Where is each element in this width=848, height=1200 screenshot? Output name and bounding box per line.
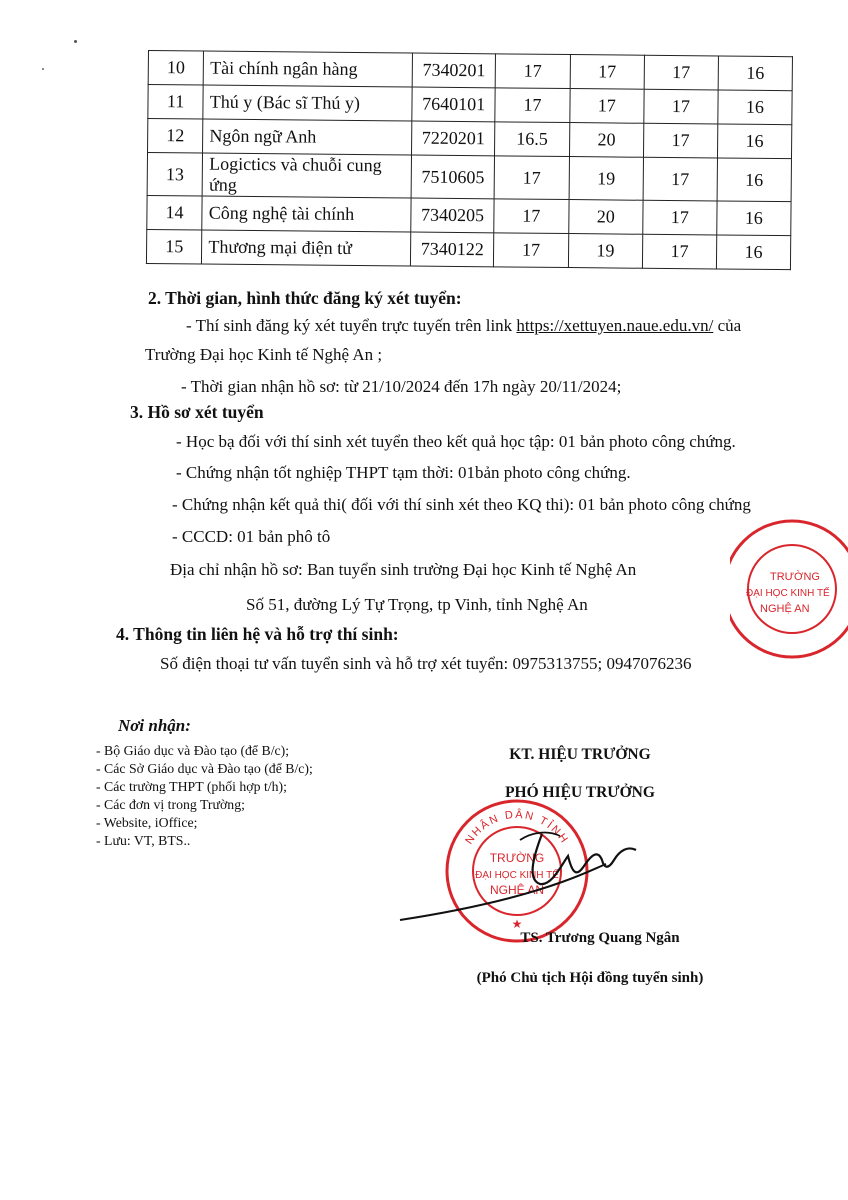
stamp-center-line2: ĐẠI HỌC KINH TẾ	[475, 870, 559, 881]
scan-speck	[42, 68, 44, 70]
cell-s2: 20	[569, 123, 643, 158]
recipients-list	[96, 742, 313, 850]
cell-s3: 17	[644, 89, 718, 124]
signature-title-1: KT. HIỆU TRƯỞNG	[509, 746, 651, 763]
cell-name: Logictics và chuỗi cung ứng	[202, 153, 411, 198]
cell-s1: 17	[495, 88, 570, 123]
cell-s4: 16	[718, 90, 792, 125]
recipient-item: - Website, iOffice;	[96, 815, 198, 830]
cell-s4: 16	[717, 158, 791, 202]
section2-line2: Trường Đại học Kinh tế Nghệ An ;	[145, 345, 383, 364]
cell-code: 7340201	[413, 53, 496, 88]
section2-line1	[186, 316, 741, 336]
cell-stt: 12	[148, 119, 204, 154]
cell-code: 7340122	[411, 232, 494, 267]
cell-stt: 14	[147, 195, 203, 230]
cell-s3: 17	[643, 200, 717, 235]
section3-item: - CCCD: 01 bản phô tô	[172, 527, 331, 546]
section3-heading: 3. Hồ sơ xét tuyển	[130, 402, 264, 422]
page-edge-seal-stamp	[730, 514, 848, 664]
cell-s2: 19	[568, 234, 642, 269]
address-line2: Số 51, đường Lý Tự Trọng, tp Vinh, tỉnh Nghệ An	[246, 595, 588, 614]
cell-s4: 16	[718, 56, 792, 91]
signature-title-2: PHÓ HIỆU TRƯỞNG	[505, 784, 655, 801]
cell-code: 7220201	[412, 121, 495, 156]
cell-code: 7340205	[411, 198, 494, 233]
signer-role: (Phó Chủ tịch Hội đồng tuyển sinh)	[476, 970, 704, 986]
section3-item: - Học bạ đối với thí sinh xét tuyển theo kết quả học tập: 01 bản photo công chứng.	[176, 432, 736, 451]
cell-s3: 17	[643, 123, 717, 158]
stamp-center-line3: NGHỆ AN	[489, 883, 545, 897]
section2-line3: - Thời gian nhận hồ sơ: từ 21/10/2024 đến 17h ngày 20/11/2024;	[181, 377, 622, 396]
cell-s1: 17	[493, 233, 568, 268]
table-row	[147, 153, 791, 202]
section2-line1-prefix: - Thí sinh đăng ký xét tuyển trực tuyến trên link	[186, 316, 517, 335]
cell-s2: 19	[569, 157, 643, 201]
support-phone-line: Số điện thoại tư vấn tuyển sinh và hỗ trợ xét tuyển: 0975313755; 0947076236	[160, 654, 692, 673]
recipient-item: - Bộ Giáo dục và Đào tạo (để B/c);	[96, 743, 290, 758]
cell-s1: 17	[494, 199, 569, 234]
cell-name: Ngôn ngữ Anh	[203, 119, 412, 155]
signer-name: TS. Trương Quang Ngân	[520, 930, 680, 946]
table-row	[146, 229, 790, 269]
section4-heading: 4. Thông tin liên hệ và hỗ trợ thí sinh:	[116, 624, 399, 644]
cell-name: Tài chính ngân hàng	[203, 51, 412, 87]
section2-line1-suffix: của	[713, 316, 742, 335]
stamp-star-icon: ★	[511, 917, 523, 931]
cell-s1: 17	[494, 156, 569, 200]
section3-item: - Chứng nhận kết quả thi( đối với thí sinh xét theo KQ thi): 01 bản photo công chứng	[172, 495, 751, 514]
cell-stt: 11	[148, 85, 204, 120]
recipient-item: - Các trường THPT (phối hợp t/h);	[96, 779, 287, 794]
recipients-title: Nơi nhận:	[118, 716, 191, 735]
cell-s3: 17	[644, 55, 718, 90]
stamp-center-line1: TRƯỜNG	[489, 851, 545, 865]
recipient-item: - Các đơn vị trong Trường;	[96, 797, 245, 812]
cell-code: 7510605	[411, 155, 494, 199]
section3-item: - Chứng nhận tốt nghiệp THPT tạm thời: 01bản photo công chứng.	[176, 463, 631, 482]
majors-table	[146, 50, 793, 270]
cell-stt: 10	[148, 51, 204, 86]
address-line1: Địa chỉ nhận hồ sơ: Ban tuyển sinh trường Đại học Kinh tế Nghệ An	[170, 560, 637, 579]
cell-name: Công nghệ tài chính	[202, 196, 411, 232]
cell-s3: 17	[643, 157, 717, 201]
cell-s2: 20	[569, 200, 643, 235]
recipient-item: - Lưu: VT, BTS..	[96, 833, 191, 848]
edge-stamp-line1: TRƯỜNG	[770, 571, 820, 583]
handwritten-signature	[392, 820, 652, 930]
cell-s1: 17	[495, 54, 570, 89]
cell-stt: 15	[146, 229, 202, 264]
section2-heading: 2. Thời gian, hình thức đăng ký xét tuyển:	[148, 288, 462, 308]
cell-s2: 17	[570, 55, 644, 90]
cell-code: 7640101	[412, 87, 495, 122]
edge-stamp-line2: ĐẠI HỌC KINH TẾ	[746, 588, 830, 599]
scan-speck	[74, 40, 77, 43]
cell-s3: 17	[642, 234, 716, 269]
stamp-ring-text: NHÂN DÂN TỈNH	[463, 808, 571, 847]
cell-s4: 16	[716, 235, 790, 270]
cell-name: Thú y (Bác sĩ Thú y)	[203, 85, 412, 121]
edge-stamp-line3: NGHỆ AN	[760, 603, 810, 615]
cell-stt: 13	[147, 153, 203, 197]
recipient-item: - Các Sở Giáo dục và Đào tạo (để B/c);	[96, 761, 313, 776]
cell-s4: 16	[717, 201, 791, 236]
cell-s4: 16	[717, 124, 791, 159]
cell-name: Thương mại điện tử	[202, 230, 411, 266]
cell-s1: 16.5	[494, 122, 569, 157]
registration-link[interactable]: https://xettuyen.naue.edu.vn/	[516, 316, 714, 335]
cell-s2: 17	[570, 89, 644, 124]
